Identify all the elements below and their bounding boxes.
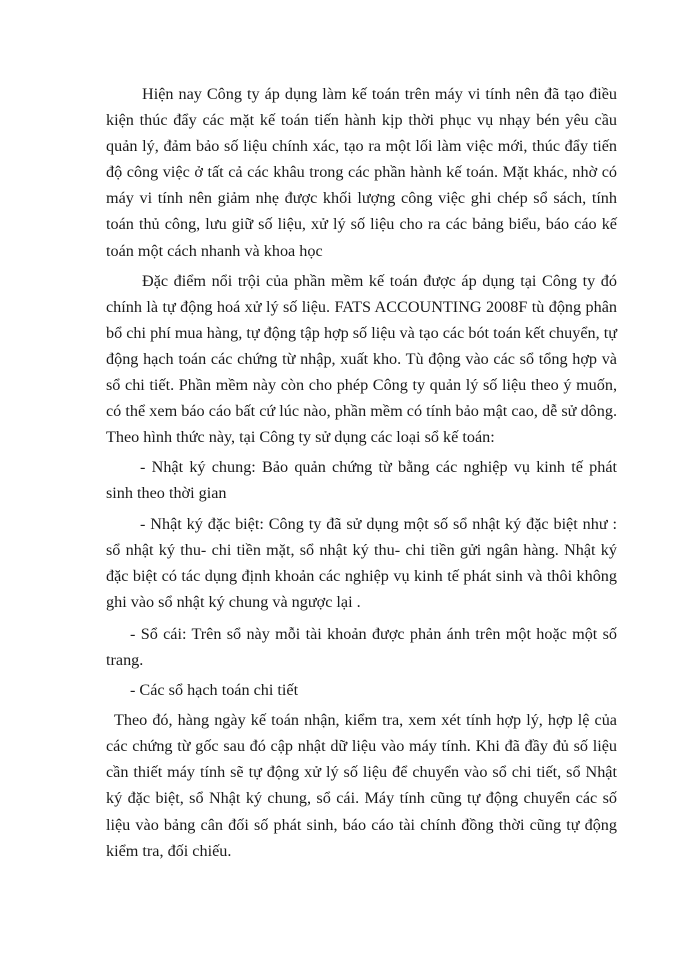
paragraph-computer-accounting: Hiện nay Công ty áp dụng làm kế toán trên máy vi tính nên đã tạo điều kiện thúc đẩy các mặt kế toán tiến hành kịp thời phục vụ nhạy bén yêu cầu quản lý, đảm bảo số liệu chính xác, tạo ra một lối làm việc mới, thúc đẩy tiến độ công việc ở tất cả các khâu trong các phần hành kế toán. Mặt khác, nhờ có máy vi tính nên giảm nhẹ được khối lượng công việc ghi chép sổ sách, tính toán thủ công, lưu giữ số liệu, xử lý số liệu cho ra các bảng biểu, báo cáo kế toán một cách nhanh và khoa học [106,85,617,260]
paragraph-software-features: Đặc điểm nổi trội của phần mềm kế toán được áp dụng tại Công ty đó chính là tự động hoá xử lý số liệu. FATS ACCOUNTING 2008F tù động phân bổ chi phí mua hàng, tự động tập hợp số liệu và tạo các bót toán kết chuyển, tự động hạch toán các chứng từ nhập, xuất kho. Tù động vào các sổ tổng hợp và sổ chi tiết. Phần mềm này còn cho phép Công ty quản lý số liệu theo ý muốn, có thể xem báo cáo bất cứ lúc nào, phần mềm có tính bảo mật cao, dễ sử dông. Theo hình thức này, tại Công ty sử dụng các loại sổ kế toán: [106,271,617,447]
document-body [106,81,617,864]
paragraph-special-journal: - Nhật ký đặc biệt: Công ty đã sử dụng một số sổ nhật ký đặc biệt như : sổ nhật ký thu- chi tiền mặt, sổ nhật ký thu- chi tiền gửi ngân hàng. Nhật ký đặc biệt có tác dụng định khoản các nghiệp vụ kinh tế phát sinh và thôi không ghi vào sổ nhật ký chung và ngược lại . [106,514,617,611]
paragraph-detail-books: - Các sổ hạch toán chi tiết [130,681,299,700]
paragraph-ledger: - Sổ cái: Trên sổ này mỗi tài khoản được phản ánh trên một hoặc một số trang. [106,624,617,669]
paragraph-general-journal: - Nhật ký chung: Bảo quản chứng từ bằng các nghiệp vụ kinh tế phát sinh theo thời gian [106,458,617,503]
paragraph-daily-process: Theo đó, hàng ngày kế toán nhận, kiểm tra, xem xét tính hợp lý, hợp lệ của các chứng từ gốc sau đó cập nhật dữ liệu vào máy tính. Khi đã đầy đủ số liệu cần thiết máy tính sẽ tự động xử lý số liệu để chuyển vào sổ chi tiết, sổ Nhật ký đặc biệt, sổ Nhật ký chung, sổ cái. Máy tính cũng tự động chuyển các số liệu vào bảng cân đối số phát sinh, báo cáo tài chính đồng thời cũng tự động kiểm tra, đối chiếu. [106,711,617,860]
